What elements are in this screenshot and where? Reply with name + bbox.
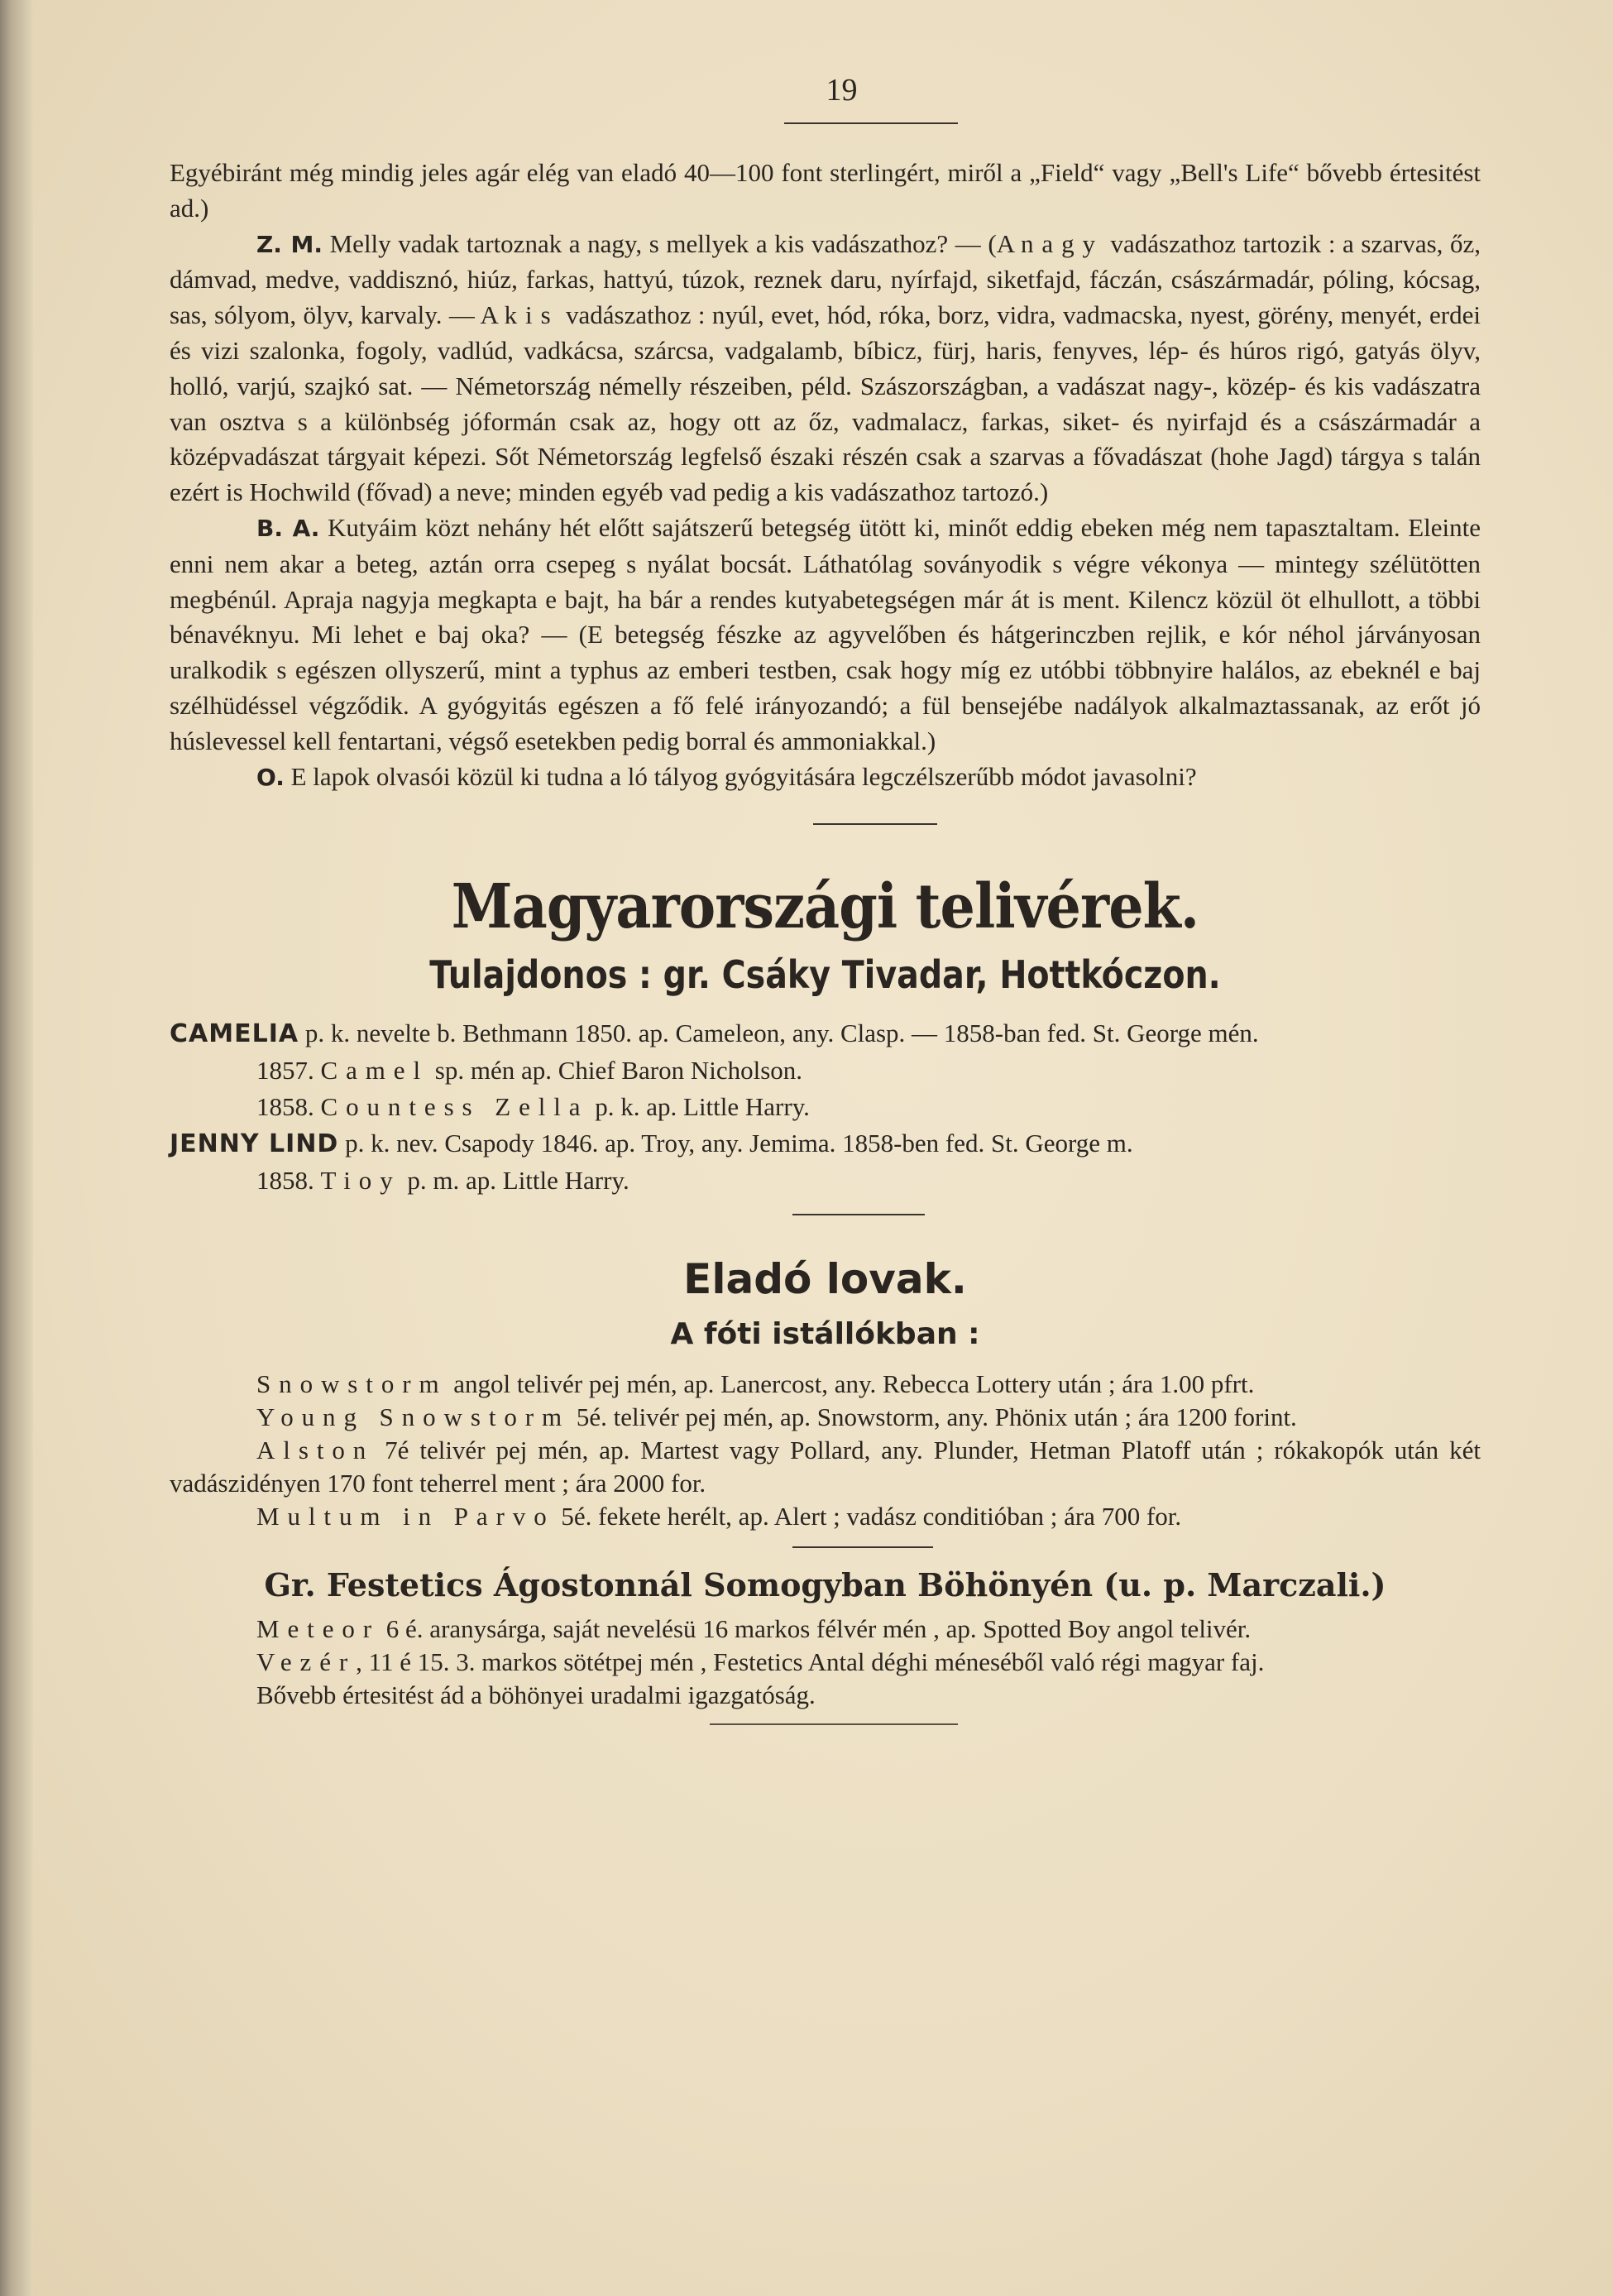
sale-subtitle: A fóti istállókban : (670, 1317, 980, 1352)
qa-text-zm-answer-1: vadászathoz tartozik : a szarvas, őz, dámvad, medve, vaddisznó, hiúz, farkas, hattyú, túzok, reznek daru, nyírfajd, siketfajd, fáczán, császármadár, póling, kócsag, sas, sólyom, ölyv, karvaly. — A (170, 228, 1481, 330)
sale-list (170, 1368, 1481, 1533)
section-divider (792, 1214, 925, 1215)
horse-entry-countess (170, 1089, 1481, 1125)
foal-year-camel: 1857. (256, 1056, 314, 1086)
page-number: 19 (826, 73, 858, 108)
horse-name-tioy: Tioy (320, 1166, 401, 1196)
horse-entry-jenny (170, 1125, 1481, 1162)
horse-text-snowstorm: angol telivér pej mén, ap. Lanercost, any. Rebecca Lottery után ; ára 1.00 pfrt. (447, 1369, 1255, 1399)
page-content (170, 74, 1481, 1725)
horse-text-meteor: 6 é. aranysárga, saját nevelésü 16 markos félvér mén , ap. Spotted Boy angol telivér. (380, 1614, 1252, 1644)
qa-label-ba: B. A. (256, 514, 320, 542)
qa-text-zm-question: Melly vadak tartoznak a nagy, s mellyek a kis vadászathoz? — (A (323, 228, 1021, 258)
qa-entry-o (170, 760, 1481, 796)
qa-text-zm-nagy: nagy (1020, 228, 1103, 258)
section-divider (813, 823, 937, 825)
qa-text-zm-answer-2: vadászathoz : nyúl, evet, hód, róka, borz, vidra, vadmacska, nyest, görény, menyét, erdei és vizi szalonka, fogoly, vadlúd, vadkácsa, szárcsa, vadgalamb, bíbicz, fürj, haris, fenyves, lép- és húros rigó, gatyás ölyv, holló, varjú, szajkó sat. — Németország némelly részeiben, péld. Szászországban, a vadászat nagy-, közép- és kis vadászatra van osztva s a különbség jóformán csak az, hogy ott az őz, vadmalacz, farkas, siket- és nyirfajd és a császármadár a középvadászat tárgyait képezi. Sőt Németország legfelső északi részén csak a szarvas a fővadászat (hohe Jagd) tárgya s talán ezért is Hochwild (fővad) a neve; minden egyéb vad pedig a kis vadászathoz tartozó.) (170, 300, 1481, 507)
thoroughbreds-title: Magyarországi telivérek. (451, 871, 1199, 943)
sale-entry-alston (170, 1434, 1481, 1500)
foal-year-tioy: 1858. (256, 1166, 314, 1196)
qa-entry-ba (170, 510, 1481, 760)
qa-section (170, 156, 1481, 795)
qa-continuation: Egyébiránt még mindig jeles agár elég van eladó 40—100 font sterlingért, miről a „Field“ vagy „Bell's Life“ bővebb értesitést ad.) (170, 158, 1481, 223)
sale-title: Eladó lovak. (683, 1255, 967, 1304)
festetics-title: Gr. Festetics Ágostonnál Somogyban Böhönyén (u. p. Marczali.) (264, 1566, 1386, 1604)
sale-entry-multum (170, 1500, 1481, 1533)
horse-name-jenny: JENNY LIND (170, 1129, 339, 1159)
horse-name-multum: Multum in Parvo (256, 1502, 555, 1531)
section-divider (792, 1546, 933, 1548)
thoroughbreds-owner: Tulajdonos : gr. Csáky Tivadar, Hottkóczon. (429, 952, 1221, 998)
horse-text-alston: 7é telivér pej mén, ap. Martest vagy Pollard, any. Plunder, Hetman Platoff után ; rókakopók után két vadászidényen 170 font teherrel ment ; ára 2000 for. (170, 1436, 1481, 1498)
horse-name-alston: Alston (256, 1436, 375, 1465)
horse-text-tioy: p. m. ap. Little Harry. (400, 1166, 629, 1196)
horse-name-meteor: Meteor (256, 1614, 381, 1644)
thoroughbreds-list (170, 1015, 1481, 1199)
horse-text-camelia: p. k. nevelte b. Bethmann 1850. ap. Cameleon, any. Clasp. — 1858-ban fed. St. George mén. (299, 1019, 1259, 1048)
horse-name-vezer: Vezér (256, 1647, 357, 1677)
page-gutter (0, 0, 33, 2296)
horse-name-camel: Camel (320, 1056, 429, 1086)
horse-text-jenny: p. k. nev. Csapody 1846. ap. Troy, any. Jemima. 1858-ben fed. St. George m. (338, 1129, 1133, 1158)
qa-entry-zm (170, 227, 1481, 510)
horse-text-multum: 5é. fekete herélt, ap. Alert ; vadász conditióban ; ára 700 for. (554, 1502, 1182, 1531)
horse-text-camel: sp. mén ap. Chief Baron Nicholson. (428, 1056, 803, 1086)
horse-name-young-snowstorm: Young Snowstorm (256, 1402, 571, 1432)
horse-entry-camel (170, 1052, 1481, 1089)
qa-text-ba: Kutyáim közt nehány hét előtt sajátszerű betegség ütött ki, minőt eddig ebeken még nem tapasztaltam. Eleinte enni nem akar a beteg, aztán orra csepeg s nyálat bocsát. Láthatólag soványodik s végre vékonya — mintegy szélütötten megbénúl. Apraja nagyja megkapta e bajt, ha bár a rendes kutyabetegségen már át is ment. Kilencz közül öt elhullott, a többi bénavéknyu. Mi lehet e baj oka? — (E betegség fészke az agyvelőben és hátgerinczben rejlik, e kór néhol járványosan uralkodik s egészen ollyszerű, mint a typhus az emberi testben, csak hogy míg ez utóbbi többnyire halálos, az ebeknél e baj szélhüdéssel végződik. A gyógyitás egészen a fő felé irányozandó; a fül bensejébe nadályok alkalmaztassanak, az erőt jó húslevessel kell fentartani, végső esetekben pedig borral és ammoniakkal.) (170, 512, 1481, 755)
horse-text-countess: p. k. ap. Little Harry. (588, 1092, 810, 1122)
sale-entry-young-snowstorm (170, 1401, 1481, 1434)
qa-label-zm: Z. M. (256, 230, 323, 258)
horse-name-snowstorm: Snowstorm (256, 1369, 448, 1399)
foal-year-countess: 1858. (256, 1092, 314, 1122)
qa-label-o: O. (256, 763, 285, 791)
horse-name-camelia: CAMELIA (170, 1019, 299, 1049)
festetics-entry-vezer (170, 1646, 1481, 1679)
festetics-list (170, 1613, 1481, 1712)
closing-rule (710, 1723, 958, 1725)
horse-text-vezer: , 11 é 15. 3. markos sötétpej mén , Festetics Antal déghi méneséből való régi magyar faj. (356, 1647, 1265, 1677)
qa-text-zm-kis: kis (504, 300, 559, 330)
festetics-closing: Bővebb értesitést ád a böhönyei uradalmi igazgatóság. (256, 1680, 816, 1710)
horse-name-countess: Countess Zella (320, 1092, 589, 1122)
sale-entry-snowstorm (170, 1368, 1481, 1401)
page-number-rule (784, 122, 958, 124)
horse-entry-camelia (170, 1015, 1481, 1052)
qa-text-o: E lapok olvasói közül ki tudna a ló tályog gyógyitására legczélszerűbb módot javasolni? (284, 761, 1197, 791)
horse-text-young-snowstorm: 5é. telivér pej mén, ap. Snowstorm, any. Phönix után ; ára 1200 forint. (570, 1402, 1297, 1432)
festetics-entry-meteor (170, 1613, 1481, 1646)
horse-entry-tioy (170, 1162, 1481, 1199)
